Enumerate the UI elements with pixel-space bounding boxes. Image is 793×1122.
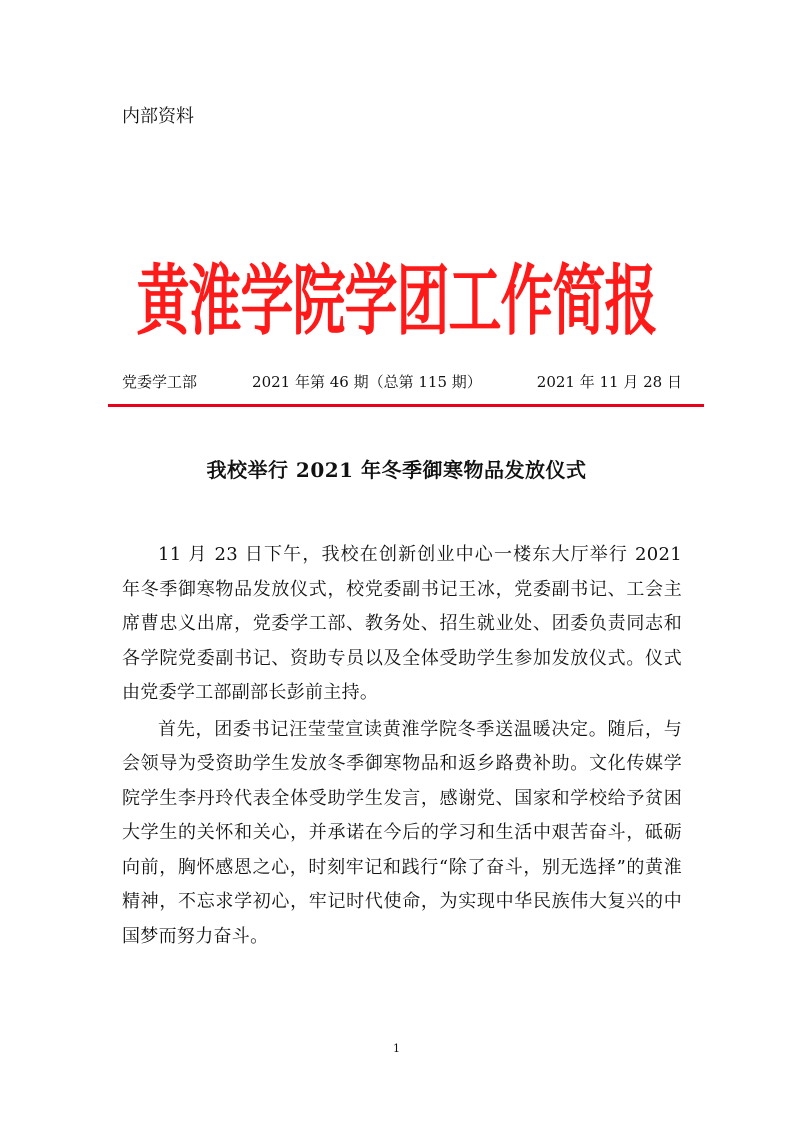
article-title: 我校举行 2021 年冬季御寒物品发放仪式 [206, 458, 587, 482]
red-divider-rule [108, 404, 704, 407]
article-body [122, 538, 682, 956]
issue-date: 2021 年 11 月 28 日 [536, 373, 682, 391]
issuing-department: 党委学工部 [122, 373, 198, 391]
issue-number: 2021 年第 46 期（总第 115 期） [252, 373, 482, 391]
page-number: 1 [393, 1042, 400, 1055]
article-paragraph: 首先，团委书记汪莹莹宣读黄淮学院冬季送温暖决定。随后，与会领导为受资助学生发放冬季御寒物品和返乡路费补助。文化传媒学院学生李丹玲代表全体受助学生发言，感谢党、国家和学校给予贫困大学生的关怀和关心，并承诺在今后的学习和生活中艰苦奋斗，砥砺向前，胸怀感恩之心，时刻牢记和践行“除了奋斗，别无选择”的黄淮精神，不忘求学初心，牢记时代使命，为实现中华民族伟大复兴的中国梦而努力奋斗。 [122, 718, 682, 947]
issue-info-line [122, 370, 682, 394]
article-paragraph: 11 月 23 日下午，我校在创新创业中心一楼东大厅举行 2021 年冬季御寒物品发放仪式，校党委副书记王冰，党委副书记、工会主席曹忠义出席，党委学工部、教务处、招生就业处、团委负责同志和各学院党委副书记、资助专员以及全体受助学生参加发放仪式。仪式由党委学工部副部长彭前主持。 [122, 544, 682, 703]
internal-document-label: 内部资料 [122, 106, 194, 127]
masthead-title: 黄淮学院学团工作简报 [136, 256, 657, 347]
